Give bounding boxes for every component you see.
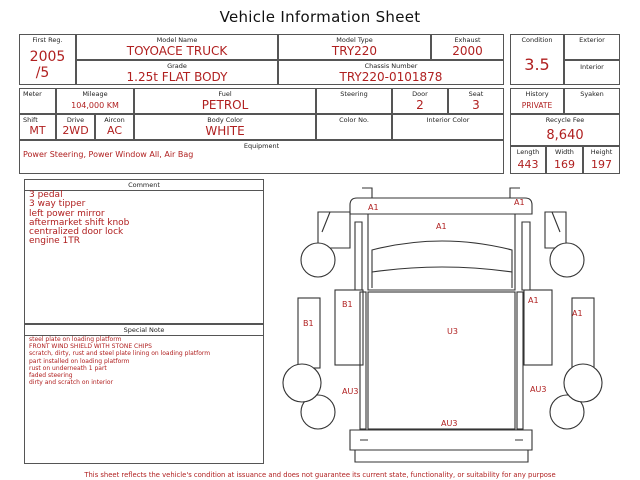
- drive-label: Drive: [66, 116, 85, 124]
- mileage-cell: [56, 88, 134, 114]
- first-reg-year: 2005: [29, 49, 66, 65]
- mileage-label: Mileage: [82, 90, 108, 98]
- model-name-value: TOYOACE TRUCK: [126, 44, 228, 58]
- damage-right-a1: A1: [528, 296, 539, 305]
- steering-label: Steering: [340, 90, 368, 98]
- fuel-value: PETROL: [201, 98, 249, 112]
- drive-cell: [56, 114, 95, 140]
- seat-label: Seat: [468, 90, 484, 98]
- body-color-cell: [134, 114, 316, 140]
- syaken-cell: [564, 88, 620, 114]
- width-value: 169: [554, 158, 575, 171]
- body-color-value: WHITE: [205, 124, 245, 138]
- damage-front-left: A1: [368, 203, 379, 212]
- door-value: 2: [416, 98, 424, 112]
- length-cell: [510, 146, 546, 174]
- first-reg-cell: [19, 34, 76, 85]
- interior-color-cell: [392, 114, 504, 140]
- drive-value: 2WD: [62, 124, 89, 137]
- height-label: Height: [590, 148, 613, 156]
- width-cell: [546, 146, 583, 174]
- equipment-label: Equipment: [243, 142, 280, 150]
- condition-label: Condition: [521, 36, 553, 44]
- special-note-line: scratch, dirty, rust and steel plate lining on loading platform: [29, 350, 211, 358]
- door-label: Door: [412, 90, 428, 98]
- sheet-title: Vehicle Information Sheet: [219, 8, 421, 26]
- special-note-line: FRONT WIND SHIELD WITH STONE CHIPS: [29, 343, 152, 351]
- damage-front-right: A1: [514, 198, 525, 207]
- recycle-fee-cell: [510, 114, 620, 146]
- interior-cell: [564, 60, 620, 85]
- aircon-cell: [95, 114, 134, 140]
- model-type-label: Model Type: [336, 36, 373, 44]
- comment-line: engine 1TR: [29, 236, 81, 247]
- model-type-value: TRY220: [331, 44, 378, 58]
- steering-cell: [316, 88, 392, 114]
- exhaust-cell: [431, 34, 504, 60]
- comment-line: centralized door lock: [29, 227, 124, 238]
- meter-cell: [19, 88, 56, 114]
- wheel-front-right: [550, 243, 584, 277]
- history-cell: [510, 88, 564, 114]
- height-value: 197: [591, 158, 612, 171]
- shift-cell: [19, 114, 56, 140]
- first-reg-label: First Reg.: [32, 36, 63, 44]
- width-label: Width: [555, 148, 574, 156]
- history-value: PRIVATE: [521, 101, 553, 110]
- equipment-value: Power Steering, Power Window All, Air Bag: [23, 150, 194, 159]
- exhaust-label: Exhaust: [454, 36, 481, 44]
- history-label: History: [525, 90, 549, 98]
- damage-rear: AU3: [441, 419, 458, 428]
- chassis-label: Chassis Number: [364, 62, 418, 70]
- comment-line: 3 pedal: [29, 190, 63, 200]
- grade-label: Grade: [167, 62, 187, 70]
- mileage-value: 104,000 KM: [71, 101, 119, 110]
- condition-cell: [510, 34, 564, 85]
- interior-label: Interior: [580, 63, 604, 71]
- special-note-box: [24, 324, 264, 464]
- truck-diagram: [270, 176, 620, 468]
- chassis-value: TRY220-0101878: [339, 70, 443, 84]
- length-value: 443: [517, 158, 539, 171]
- seat-value: 3: [472, 98, 480, 112]
- special-note-line: dirty and scratch on interior: [29, 379, 114, 387]
- model-name-cell: [76, 34, 278, 60]
- exterior-cell: [564, 34, 620, 60]
- special-note-header: Special Note: [25, 325, 263, 336]
- equipment-cell: [19, 140, 504, 174]
- comment-list: [29, 191, 129, 247]
- model-type-cell: [278, 34, 431, 60]
- wheel-spare-left: [283, 364, 321, 402]
- damage-left-rear: AU3: [342, 387, 359, 396]
- special-note-line: part installed on loading platform: [29, 357, 130, 365]
- damage-door-left: B1: [342, 300, 353, 309]
- grade-value: 1.25t FLAT BODY: [126, 70, 228, 84]
- meter-label: Meter: [23, 90, 42, 98]
- recycle-fee-value: 8,640: [546, 128, 584, 143]
- recycle-fee-label: Recycle Fee: [545, 116, 585, 124]
- comment-line: aftermarket shift knob: [29, 217, 130, 228]
- color-no-cell: [316, 114, 392, 140]
- disclaimer-footer: This sheet reflects the vehicle's condition at issuance and does not guarantee its current state, functionality, or suitability for any purpose: [84, 471, 556, 479]
- color-no-label: Color No.: [339, 116, 369, 124]
- syaken-label: Syaken: [580, 90, 604, 98]
- length-label: Length: [516, 148, 540, 156]
- shift-label: Shift: [23, 116, 38, 124]
- grade-cell: [76, 60, 278, 85]
- special-note-line: steel plate on loading platform: [29, 336, 122, 343]
- special-note-line: faded steering: [29, 372, 73, 380]
- special-note-list: [29, 336, 210, 386]
- damage-windshield: A1: [436, 222, 447, 231]
- exterior-label: Exterior: [579, 36, 605, 44]
- comment-box: [24, 179, 264, 324]
- fuel-label: Fuel: [218, 90, 232, 98]
- height-cell: [583, 146, 620, 174]
- shift-value: MT: [29, 124, 46, 137]
- wheel-spare-right: [564, 364, 602, 402]
- comment-line: left power mirror: [29, 208, 105, 219]
- damage-bed: U3: [447, 327, 458, 336]
- comment-line: 3 way tipper: [29, 199, 86, 210]
- chassis-cell: [278, 60, 504, 85]
- interior-color-label: Interior Color: [426, 116, 470, 124]
- special-note-line: rust on underneath 1 part: [29, 364, 107, 372]
- door-cell: [392, 88, 448, 114]
- aircon-label: Aircon: [104, 116, 125, 124]
- damage-right-rear: AU3: [530, 385, 547, 394]
- model-name-label: Model Name: [156, 36, 198, 44]
- exhaust-value: 2000: [452, 44, 483, 58]
- body-color-label: Body Color: [207, 116, 243, 124]
- wheel-front-left: [301, 243, 335, 277]
- first-reg-month: /5: [35, 65, 50, 81]
- condition-value: 3.5: [524, 55, 550, 74]
- damage-side-left: B1: [303, 319, 314, 328]
- seat-cell: [448, 88, 504, 114]
- damage-right-a1-outer: A1: [572, 309, 583, 318]
- aircon-value: AC: [106, 124, 122, 137]
- fuel-cell: [134, 88, 316, 114]
- comment-header: Comment: [25, 180, 263, 191]
